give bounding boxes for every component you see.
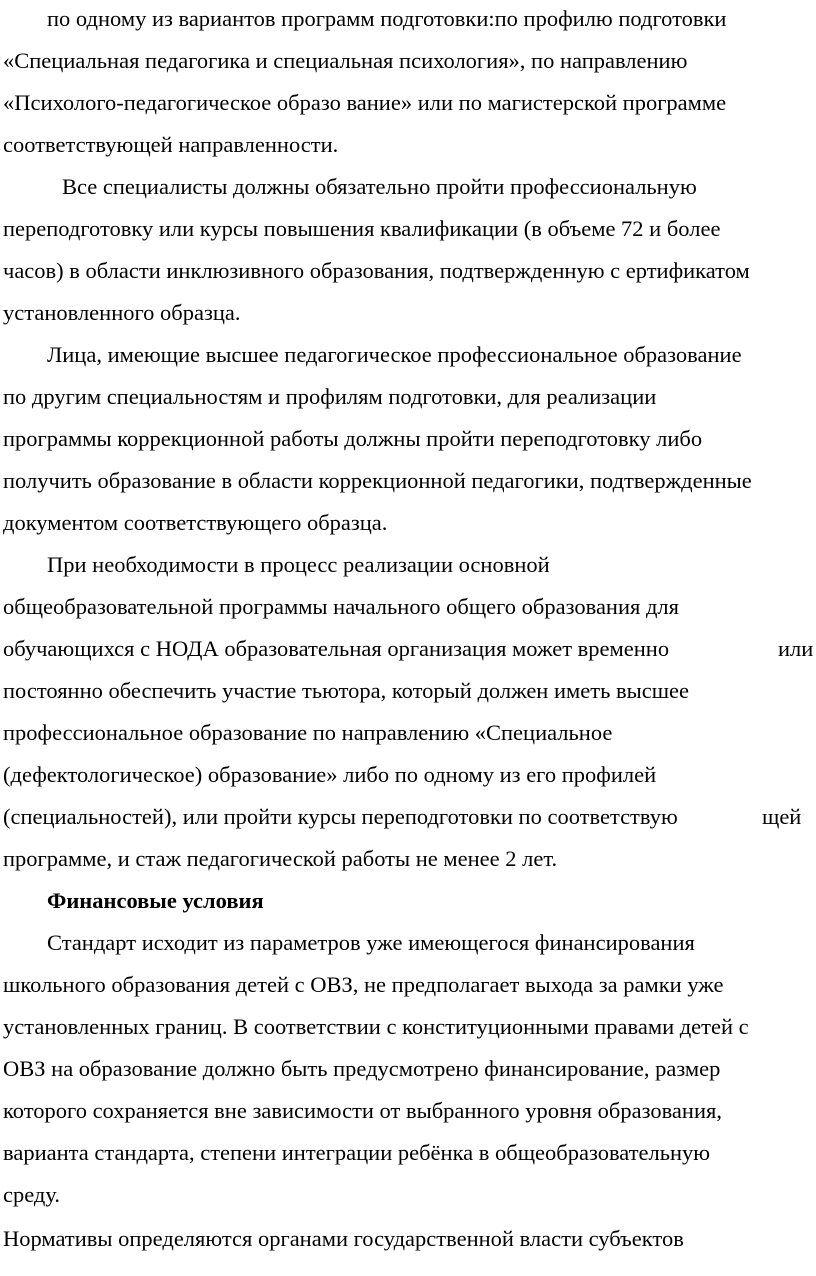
paragraph-line: общеобразовательной программы начального общего образования для [3,594,680,619]
paragraph-line: (специальностей), или пройти курсы переподготовки по соответствую [3,804,678,829]
paragraph-line: переподготовку или курсы повышения квалификации (в объеме 72 и более [3,216,721,241]
paragraph-line: «Психолого-педагогическое образо вание» или по магистерской программе [3,90,727,115]
paragraph-line: по другим специальностям и профилям подготовки, для реализации [3,384,657,409]
paragraph-line: (дефектологическое) образование» либо по одному из его профилей [3,762,657,787]
paragraph-line: Стандарт исходит из параметров уже имеющегося финансирования [47,930,695,955]
section-heading: Финансовые условия [47,888,264,913]
paragraph-line: ОВЗ на образование должно быть предусмотрено финансирование, размер [3,1056,721,1081]
paragraph-line-fragment: щей [762,804,802,829]
paragraph-line: установленного образца. [3,300,241,325]
paragraph-line: «Специальная педагогика и специальная психология», по направлению [3,48,688,73]
paragraph-line: документом соответствующего образца. [3,510,388,535]
paragraph-line: обучающихся с НОДА образовательная организация может временно [3,636,670,661]
paragraph-line: по одному из вариантов программ подготовки:по профилю подготовки [47,6,727,31]
paragraph-line: программы коррекционной работы должны пройти переподготовку либо [3,426,703,451]
paragraph-line: Лица, имеющие высшее педагогическое профессиональное образование [47,342,742,367]
paragraph-line: установленных границ. В соответствии с конституционными правами детей с [3,1014,749,1039]
paragraph-line: Все специалисты должны обязательно пройти профессиональную [62,174,697,199]
paragraph-line: варианта стандарта, степени интеграции ребёнка в общеобразовательную [3,1140,711,1165]
paragraph-line-fragment: или [778,636,814,661]
paragraph-line: Нормативы определяются органами государственной власти субъектов [3,1226,684,1251]
paragraph-line: соответствующей направленности. [3,132,339,157]
paragraph-line: часов) в области инклюзивного образования, подтвержденную с ертификатом [3,258,750,283]
paragraph-line: получить образование в области коррекционной педагогики, подтвержденные [3,468,752,493]
paragraph-line: постоянно обеспечить участие тьютора, который должен иметь высшее [3,678,689,703]
paragraph-line: профессиональное образование по направлению «Специальное [3,720,613,745]
paragraph-line: среду. [3,1182,60,1207]
paragraph-line: школьного образования детей с ОВЗ, не предполагает выхода за рамки уже [3,972,724,997]
paragraph-line: программе, и стаж педагогической работы не менее 2 лет. [3,846,558,871]
paragraph-line: которого сохраняется вне зависимости от выбранного уровня образования, [3,1098,722,1123]
paragraph-line: При необходимости в процесс реализации основной [47,552,550,577]
